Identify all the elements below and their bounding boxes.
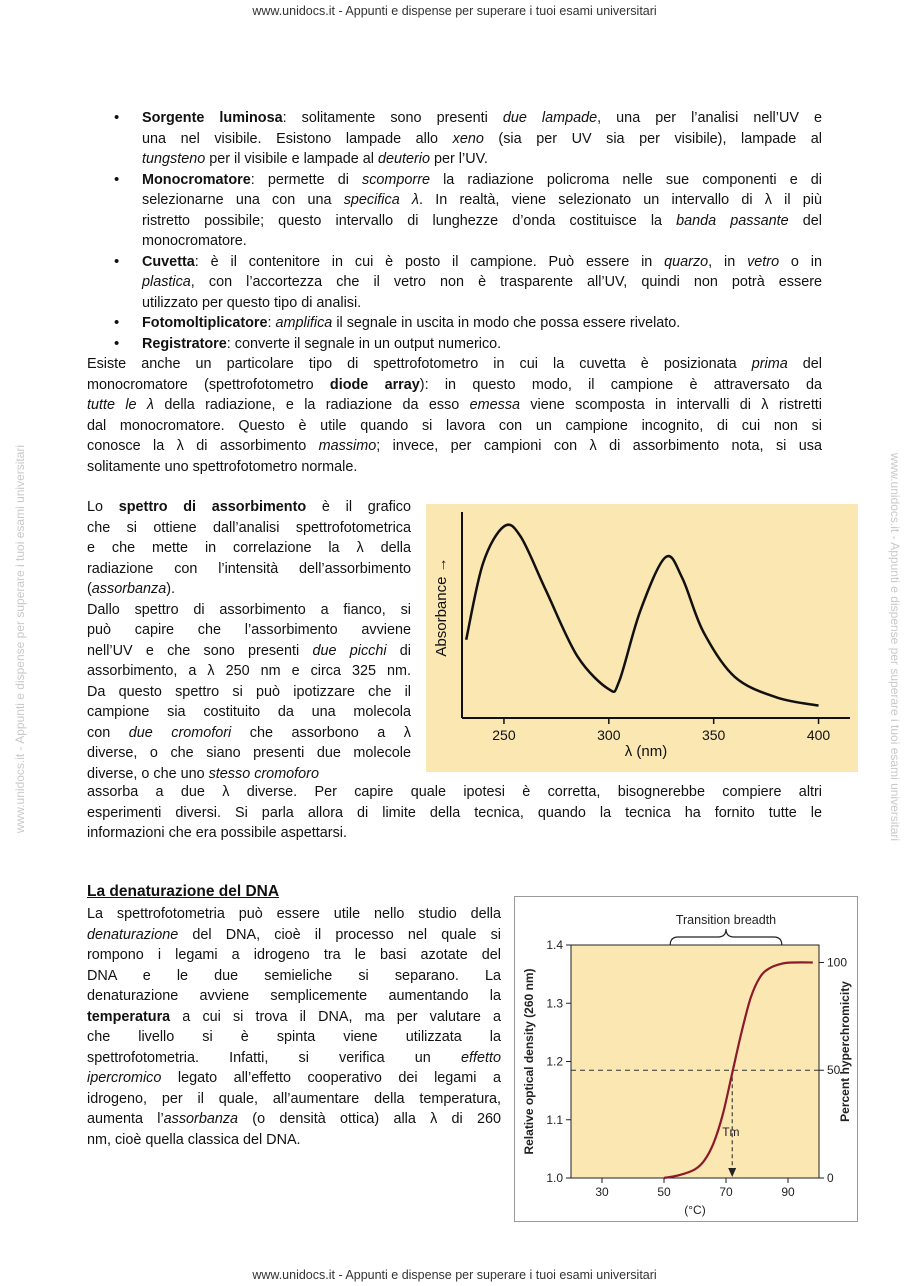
bullet-cuvetta — [100, 252, 822, 314]
text-line: monocromatore. — [142, 233, 247, 249]
x-axis-label: (°C) — [684, 1203, 706, 1217]
side-watermark-left: www.unidocs.it - Appunti e dispense per superare i tuoi esami universitari — [13, 444, 27, 834]
text-line: denaturazione avviene semplicemente aumentando la — [87, 988, 501, 1004]
bold-term: diode array — [329, 376, 420, 393]
text-line: (assorbanza). — [87, 581, 175, 597]
text-line: e che mette in correlazione la λ della — [87, 540, 411, 556]
text-line: conosce la λ di assorbimento massimo; invece, per campioni con λ di assorbimento nota, si usa — [87, 438, 822, 454]
spectrum-paragraph — [87, 497, 411, 784]
italic-term: prima — [751, 356, 788, 372]
y2-axis-label: Percent hyperchromicity — [838, 981, 852, 1122]
dna-melting-chart — [515, 897, 857, 1221]
italic-term: amplifica — [275, 315, 333, 331]
text-line: che livello si è spinta viene utilizzata la — [87, 1029, 501, 1045]
chart-title: Transition breadth — [675, 913, 777, 927]
text-line: DNA e le due semieliche si separano. La — [87, 967, 501, 984]
x-tick-label: 30 — [595, 1185, 609, 1199]
text-line: assorba a due λ diverse. Per capire quale ipotesi è corretta, bisognerebbe compiere altri — [87, 784, 822, 800]
bold-term: Monocromatore — [142, 171, 251, 188]
text-line: con due cromofori che assorbono a λ — [87, 724, 411, 741]
text-line: ristretto possibile; questo intervallo di lunghezze d’onda costituisce la banda passante del — [142, 212, 822, 229]
absorbance-curve — [466, 525, 818, 706]
y-tick-label: 1.2 — [546, 1054, 563, 1069]
bold-term: Cuvetta — [142, 253, 195, 270]
bullet-sorgente — [100, 108, 822, 170]
absorption-spectrum-chart — [426, 504, 858, 772]
italic-term: due lampade — [502, 110, 598, 126]
y-axis-label: Absorbance → — [433, 557, 450, 657]
italic-term: xeno — [452, 130, 484, 147]
text-line: • Sorgente luminosa: solitamente sono presenti due lampade, una per l’analisi nell’UV e — [142, 110, 823, 126]
text-line: Esiste anche un particolare tipo di spettrofotometro in cui la cuvetta è posizionata prima del — [87, 356, 822, 372]
x-tick-label: 90 — [781, 1185, 795, 1199]
page-footer: www.unidocs.it - Appunti e dispense per superare i tuoi esami universitari — [252, 1268, 657, 1282]
text-line: rompono i legami a idrogeno tra le basi azotate del — [87, 947, 501, 963]
text-line: • Registratore: converte il segnale in un output numerico. — [142, 335, 502, 352]
italic-term: due cromofori — [128, 724, 232, 741]
text-line: La spettrofotometria può essere utile nello studio della — [87, 906, 501, 922]
italic-term: due picchi — [312, 642, 387, 659]
text-line: ipercromico legato all’effetto cooperativo dei legami a — [87, 1070, 501, 1086]
text-line: utilizzato per questo tipo di analisi. — [142, 294, 362, 311]
bullet-fotomoltiplicatore — [100, 313, 822, 334]
italic-term: assorbanza — [91, 581, 167, 597]
bold-term: spettro di assorbimento — [118, 499, 307, 515]
spectrum-paragraph-continuation — [87, 782, 822, 844]
text-line: spettrofotometria. Infatti, si verifica un effetto — [87, 1049, 501, 1066]
italic-term: tutte le λ — [87, 397, 154, 413]
italic-term: deuterio — [378, 151, 431, 167]
text-line: tungsteno per il visibile e lampade al deuterio per l’UV. — [142, 151, 488, 167]
bullet-monocromatore — [100, 170, 822, 252]
text-line: plastica, con l’accortezza che il vetro non è trasparente all’UV, quindi non potrà essere — [142, 274, 822, 290]
absorption-spectrum-figure — [426, 504, 858, 772]
transition-brace — [670, 929, 782, 945]
italic-term: emessa — [469, 397, 521, 413]
text-line: dal monocromatore. Questo è utile quando si lavora con un campione incognito, di cui non si — [87, 417, 822, 434]
italic-term: massimo — [318, 438, 377, 454]
y-tick-label: 1.1 — [546, 1112, 563, 1127]
x-tick-label: 350 — [701, 727, 726, 743]
text-line: diverse, o che uno stesso cromoforo — [87, 765, 319, 782]
italic-term: specifica λ — [343, 192, 419, 208]
y-axis-label: Relative optical density (260 nm) — [522, 968, 536, 1155]
italic-term: denaturazione — [87, 926, 179, 943]
text-line: una nel visibile. Esistono lampade allo xeno (sia per UV sia per visibile), lampade al — [142, 130, 822, 147]
text-line: selezionarne una con una specifica λ. In realtà, viene selezionato un intervallo di λ il più — [142, 192, 822, 208]
text-line: informazioni che era possibile aspettarsi. — [87, 825, 347, 841]
text-line: nm, cioè quella classica del DNA. — [87, 1131, 301, 1148]
x-tick-label: 70 — [719, 1185, 733, 1199]
italic-term: effetto — [460, 1049, 501, 1066]
text-line: Dallo spettro di assorbimento a fianco, si — [87, 601, 411, 618]
y-tick-label: 1.0 — [546, 1171, 563, 1185]
text-line: campione sia costituito da una molecola — [87, 704, 411, 720]
bold-term: Sorgente luminosa — [142, 110, 283, 126]
x-axis-label: λ (nm) — [624, 743, 668, 760]
text-line: tutte le λ della radiazione, e la radiazione da esso emessa viene scomposta in intervalli di λ ristretti — [87, 397, 823, 413]
text-line: assorbimento, a λ 250 nm e circa 325 nm. — [87, 663, 411, 679]
y2-tick-label: 50 — [827, 1063, 841, 1078]
text-line: radiazione con l’intensità dell’assorbimento — [87, 560, 411, 577]
diode-array-paragraph — [87, 354, 822, 477]
plot-area — [571, 945, 819, 1178]
denaturation-heading: La denaturazione del DNA — [87, 883, 280, 900]
text-line: diverse, o che siano presenti due molecole — [87, 745, 411, 761]
text-line: monocromatore (spettrofotometro diode array): in questo modo, il campione è attraversato da — [87, 376, 823, 393]
text-line: Da questo spettro si può ipotizzare che il — [87, 683, 411, 700]
text-line: esperimenti diversi. Si parla allora di limite della tecnica, quando la tecnica ha fornito tutte le — [87, 804, 822, 821]
side-watermark-right: www.unidocs.it - Appunti e dispense per superare i tuoi esami universitari — [888, 452, 902, 842]
text-line: aumenta l’assorbanza (o densità ottica) alla λ di 260 — [87, 1111, 501, 1127]
italic-term: ipercromico — [87, 1070, 162, 1086]
italic-term: scomporre — [362, 171, 431, 188]
text-line: che si ottiene dall’analisi spettrofotometrica — [87, 519, 411, 536]
text-line: denaturazione del DNA, cioè il processo nel quale si — [87, 926, 501, 943]
denaturation-paragraph — [87, 904, 501, 1150]
italic-term: plastica — [142, 274, 191, 290]
text-line: solitamente uno spettrofotometro normale. — [87, 458, 358, 475]
italic-term: tungsteno — [142, 151, 206, 167]
text-line: • Monocromatore: permette di scomporre la radiazione policroma nelle sue componenti e di — [142, 171, 822, 188]
text-line: • Cuvetta: è il contenitore in cui è posto il campione. Può essere in quarzo, in vetro o in — [142, 253, 822, 270]
x-tick-label: 250 — [492, 727, 516, 743]
x-tick-label: 400 — [806, 727, 831, 743]
bold-term: temperatura — [87, 1008, 171, 1025]
italic-term: stesso cromoforo — [208, 765, 319, 782]
text-line: può capire che l’assorbimento avviene — [87, 622, 411, 638]
bold-term: Registratore — [142, 335, 227, 352]
dna-melting-figure — [514, 896, 858, 1222]
y-tick-label: 1.3 — [546, 996, 563, 1011]
text-line: idrogeno, per il quale, all’aumentare della temperatura, — [87, 1090, 501, 1107]
bold-term: Fotomoltiplicatore — [142, 315, 268, 331]
y-tick-label: 1.4 — [546, 938, 563, 952]
bullet-registratore — [100, 334, 822, 355]
page-header: www.unidocs.it - Appunti e dispense per superare i tuoi esami universitari — [252, 4, 657, 18]
italic-term: quarzo — [664, 253, 709, 270]
text-line: • Fotomoltiplicatore: amplifica il segnale in uscita in modo che possa essere rivelato. — [142, 315, 681, 331]
text-line: nell’UV e che sono presenti due picchi di — [87, 642, 412, 659]
y2-tick-label: 100 — [827, 955, 848, 970]
italic-term: assorbanza — [163, 1111, 239, 1127]
x-tick-label: 50 — [657, 1185, 671, 1199]
x-tick-label: 300 — [597, 727, 621, 743]
instrument-components-list — [100, 108, 822, 354]
italic-term: vetro — [747, 253, 780, 270]
text-line: temperatura a cui si trova il DNA, ma per valutare a — [87, 1008, 501, 1025]
tm-label: Tm — [722, 1125, 740, 1140]
y2-tick-label: 0 — [827, 1171, 834, 1185]
text-line: Lo spettro di assorbimento è il grafico — [87, 499, 411, 515]
italic-term: banda passante — [676, 212, 789, 229]
